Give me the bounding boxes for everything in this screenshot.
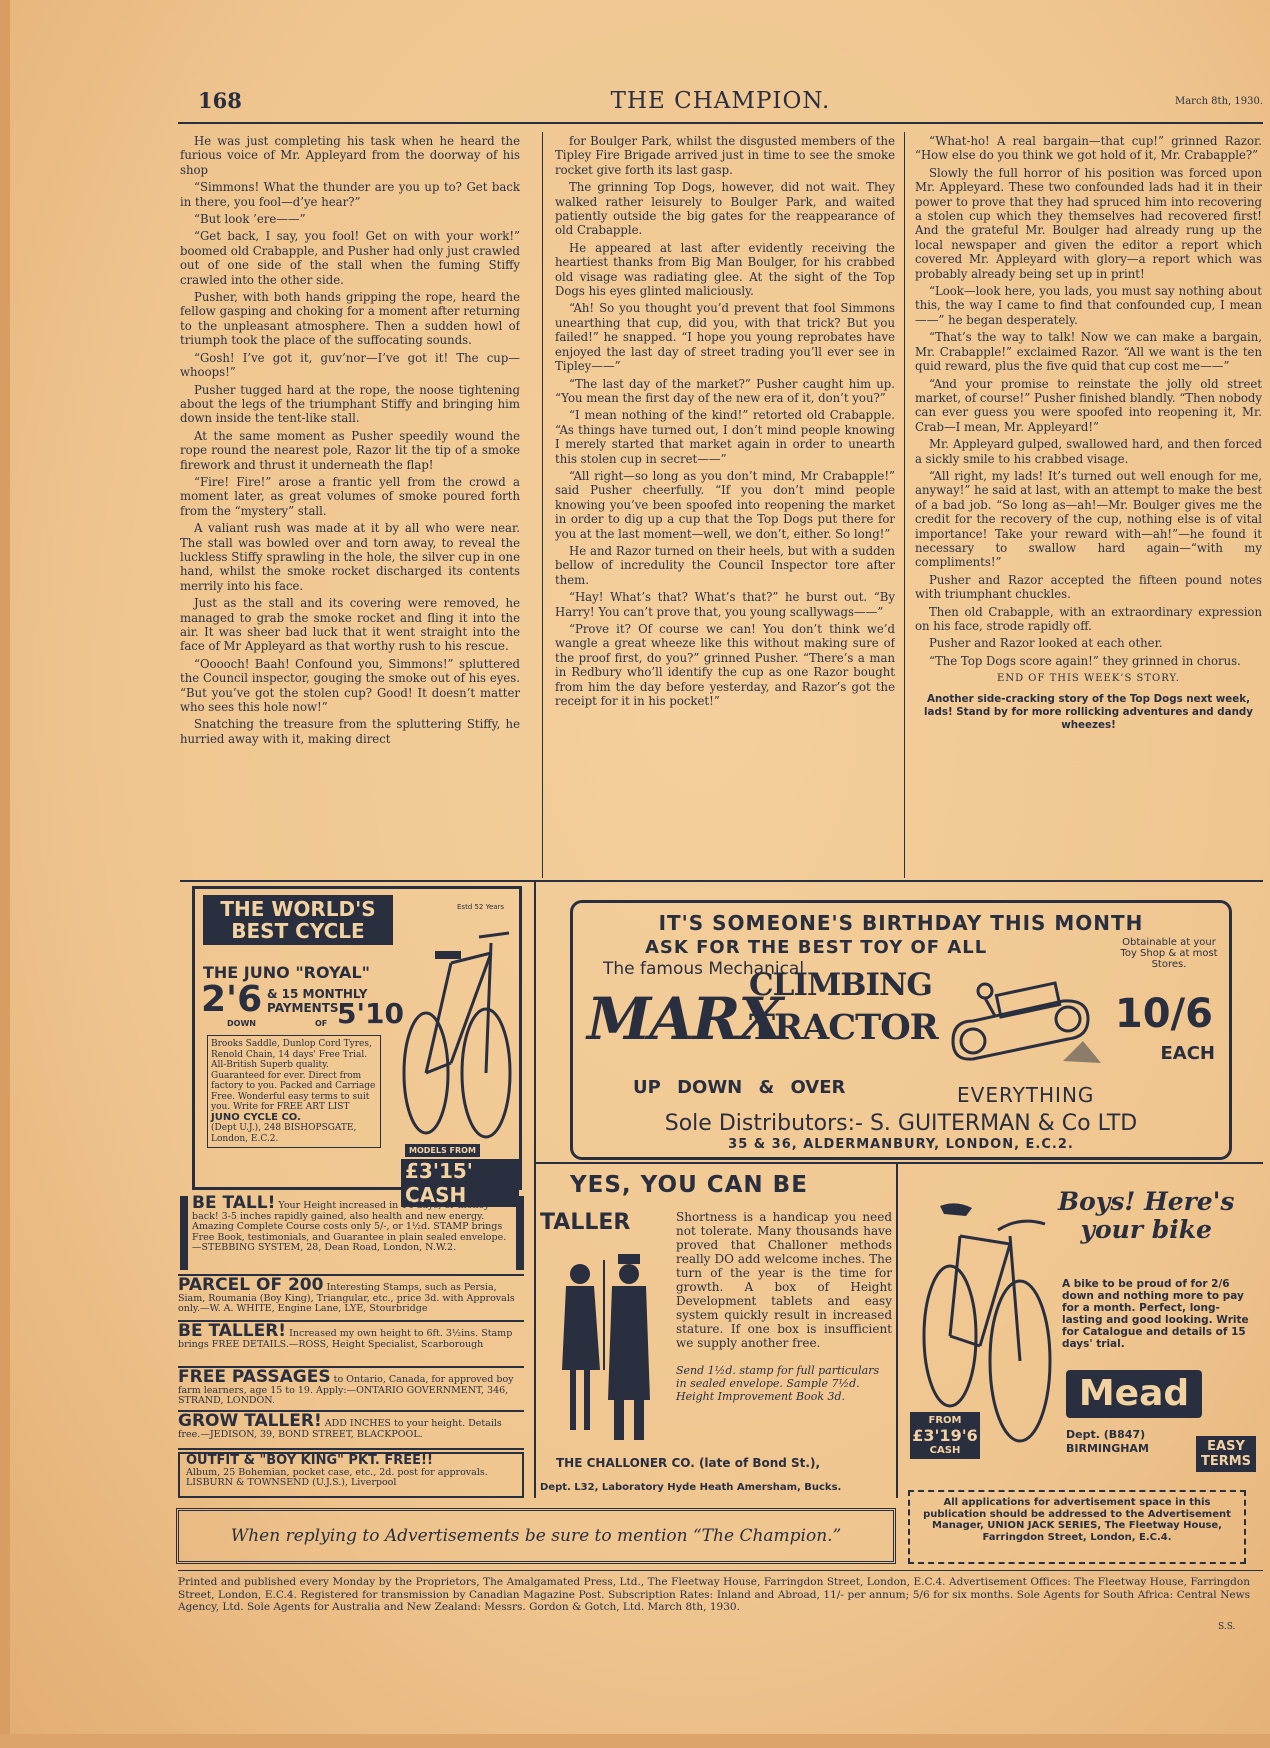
outfit-text: Album, 25 Bohemian, pocket case, etc., 2d. post for approvals. LISBURN & TOWNSEND (U.J.S.), Liverpool [186,1466,488,1488]
cycle-description-text: Brooks Saddle, Dunlop Cord Tyres, Renold Chain, 14 days' Free Trial. All-British Superb quality. Guaranteed for ever. Direct from factory to you. Packed and Carriage Free. Wonderful easy terms to suit you. Write for FREE ART LIST [211,1039,376,1112]
taller-word: TALLER [540,1210,631,1235]
mead-cash: CASH [929,1445,961,1456]
cycle-monthly-line-1: & 15 MONTHLY [267,987,368,1001]
mead-logo: Mead [1066,1370,1202,1418]
footer-rule [178,1570,1263,1571]
ads-row-divider [536,1162,1263,1164]
cycle-headline-line-2: BEST CYCLE [231,919,365,943]
paper-edge-left [0,0,10,1748]
advertisement-notice: All applications for advertisement space in this publication should be addressed to the Advertisement Manager, UNION JACK SERIES, The Fleetway House, Farringdon Street, London, E.C.4. [908,1490,1246,1564]
col1-paragraph: He was just completing his task when he heard the furious voice of Mr. Appleyard from the doorway of his shop [180,134,520,177]
be-tall-title: BE TALL! [192,1193,276,1213]
mead-bicycle-illustration [910,1196,1060,1456]
col1-paragraph: Snatching the treasure from the spluttering Stiffy, he hurried away with it, making direct [180,717,520,746]
marx-line-1: IT'S SOMEONE'S BIRTHDAY THIS MONTH [658,911,1144,935]
story-column-3 [915,134,1262,874]
page-title: THE CHAMPION. [610,88,831,114]
cycle-model: THE JUNO "ROYAL" [203,963,370,982]
marx-climbing: CLIMBING [749,967,932,1003]
marx-availability: Obtainable at your Toy Shop & at most Stores. [1120,937,1218,970]
footer-initials: S.S. [1218,1622,1236,1632]
parcel-title: PARCEL OF 200 [178,1275,324,1295]
col2-paragraph: “Ah! So you thought you’d prevent that fool Simmons unearthing that cup, did you, with that trick? But you failed!” he snapped. “I hope you young reprobates have enjoyed the last day of street trading you’ll ever see in Tipley——” [555,301,895,374]
small-ad-separator [178,1448,524,1450]
cycle-monthly-line-2: PAYMENTS [267,1001,339,1015]
be-taller-ad [178,1321,524,1350]
col3-paragraph: “That’s the way to talk! Now we can make a bargain, Mr. Crabapple!” exclaimed Razor. “All we want is the ten quid reward, plus the five quid that cup cost me——” [915,330,1262,374]
taller-company: THE CHALLONER CO. (late of Bond St.), [556,1456,821,1470]
replying-notice: When replying to Advertisements be sure to mention “The Champion.” [176,1508,896,1564]
mead-headline-line-1: Boys! Here's [1058,1187,1235,1216]
cycle-description [207,1035,381,1148]
mead-dept-line-2: BIRMINGHAM [1066,1442,1149,1455]
ads-divider [180,880,1263,882]
col2-paragraph: “All right—so long as you don’t mind, Mr Crabapple!” said Pusher cheerfully. “If you don’t mind people knowing you’ve been spoofed into reopening the market in order to dig up a cup that the Top Dogs put there for you at the last moment—well, we don’t, either. So long!” [555,468,895,541]
col3-paragraph: Mr. Appleyard gulped, swallowed hard, and then forced a sickly smile to his crabbed visage. [915,437,1262,466]
story-column-1 [180,134,520,874]
col3-paragraph: “All right, my lads! It’s turned out well enough for me, anyway!” he said at last, with an attempt to make the best of a bad job. “So long as—ah!—Mr. Boulger gives me the credit for the recovery of the cup, nothing else is of vital importance! Take your reward with—ah!”—he found it necessary to swallow hard again—“with my compliments!” [915,468,1262,570]
col2-paragraph: The grinning Top Dogs, however, did not wait. They walked rather leisurely to Boulger Park, and waited patiently outside the big gates for the reappearance of old Crabapple. [555,180,895,238]
mead-headline-line-2: your bike [1080,1215,1212,1244]
free-passages-title: FREE PASSAGES [178,1367,331,1387]
cycle-monthly-price: 5'10 [337,997,405,1030]
cycle-of-label: OF [315,1019,328,1028]
page-number: 168 [198,88,242,113]
col1-paragraph: “Gosh! I’ve got it, guv’nor—I’ve got it! The cup—whoops!” [180,350,520,380]
imprint-footer: Printed and published every Monday by the Proprietors, The Amalgamated Press, Ltd., The Fleetway House, Farringdon Street, London, E.C.4. Advertisement Offices: The Fleetway House, Farringdon Street, London, E.C.4. Registered for transmission by Canadian Magazine Post. Subscription Rates: Inland and Abroad, 11/- per annum; 5/6 for six months. Sole Agents for South Africa: Central News Agency, Ltd. Sole Agents for Australia and New Zealand: Messrs. Gordon & Gotch, Ltd. March 8th, 1930. [178,1576,1250,1613]
col1-paragraph: “Simmons! What the thunder are you up to? Get back in there, you fool—d’ye hear?” [180,180,520,209]
marx-distributor: Sole Distributors:- S. GUITERMAN & Co LTD [664,1111,1138,1136]
ads-column-rule [534,882,536,1498]
col1-paragraph: “Fire! Fire!” arose a frantic yell from the crowd a moment later, as great volumes of smoke poured forth from the “mystery” stall. [180,474,520,518]
col1-paragraph: Pusher, with both hands gripping the rope, heard the fellow gasping and choking for a moment after returning to the unpleasant atmosphere. Then a sudden howl of triumph took the place of the suffocating sounds. [180,290,520,348]
marx-price: 10/6 [1114,991,1213,1037]
cycle-models-label: MODELS FROM [405,1144,480,1157]
marx-line-2: ASK FOR THE BEST TOY OF ALL [645,937,988,958]
col3-paragraph: “And your promise to reinstate the jolly old street market, of course!” Pusher finished blandly. “Then nobody can ever guess you were spoofed into reopening it, Mr. Crab—I mean, Mr. Appleyard!” [915,376,1262,434]
col3-paragraph: “What-ho! A real bargain—that cup!” grinned Razor. “How else do you think we got hold of it, Mr. Crabapple?” [915,134,1262,163]
be-tall-text: Your Height increased in 14 days, or money back! 3-5 inches rapidly gained, also health and new energy. Amazing Complete Course costs only 5/-, or 1½d. STAMP brings Free Book, testimonials, and Guarantee in plain sealed envelope.—STEBBING SYSTEM, 28, Dean Road, London, N.W.2. [192,1200,507,1253]
col3-paragraph: “The Top Dogs score again!” they grinned in chorus. [929,653,1241,668]
marx-everything: EVERYTHING [957,1083,1095,1107]
col1-paragraph: At the same moment as Pusher speedily wound the rope round the nearest pole, Razor lit the tip of a smoke firework and thrust it underneath the flap! [180,428,520,472]
ads-column-rule-2 [896,1164,898,1498]
col2-paragraph: “I mean nothing of the kind!” retorted old Crabapple. “As things have turned out, I don’t mind people knowing I merely started that market again in order to unearth this stolen cup in secret——” [555,408,895,466]
column-rule-2 [904,132,905,878]
mead-from-price: £3'19'6 [912,1426,978,1445]
cycle-down-label: DOWN [227,1019,256,1028]
col3-paragraph: Pusher and Razor looked at each other. [929,636,1163,651]
mead-from-label: FROM [928,1415,962,1426]
next-week-teaser: Another side-cracking story of the Top Dogs next week, lads! Stand by for more rollicking adventures and dandy wheezes! [923,692,1253,731]
col3-paragraph: Slowly the full horror of his position was forced upon Mr. Appleyard. These two confounded lads had it in their power to prove that they had spruced him into recovering a stolen cup which they themselves had recovered first! And the grateful Mr. Boulger had already rung up the local newspaper and given the editor a report which covered Mr. Appleyard with glory—a report which was probably already being set up in print! [915,165,1262,281]
col1-paragraph: A valiant rush was made at it by all who were near. The stall was bowled over and torn away, to reveal the luckless Stiffy sprawling in the hole, the silver cup in one hand, whilst the smoke rocket discharged its contents merrily into his face. [180,521,520,593]
mead-dept [1066,1428,1149,1456]
col2-paragraph: He and Razor turned on their heels, but with a sudden bellow of incredulity the Council Inspector tore after them. [555,543,895,587]
marx-famous: The famous Mechanical [603,959,805,979]
col2-paragraph: “Hay! What’s that? What’s that?” he burst out. “By Harry! You can’t prove that, you young scallywags——” [555,590,895,619]
mead-headline [1058,1188,1234,1244]
outfit-ad [178,1452,524,1498]
tractor-illustration [943,971,1103,1071]
mead-easy: EASY [1207,1439,1245,1454]
story-column-2 [555,134,895,874]
col2-paragraph: for Boulger Park, whilst the disgusted members of the Tipley Fire Brigade arrived just in time to see the smoke rocket give forth its last gasp. [555,134,895,177]
marx-brand: MARX [587,985,782,1053]
paper-edge-bottom [0,1734,1270,1748]
page-header [178,88,1263,124]
col1-paragraph: Just as the stall and its covering were removed, he managed to grab the smoke rocket and fling it into the air. It was sheer bad luck that it went straight into the face of Mr Appleyard as that worthy rush to his rescue. [180,596,520,654]
col2-paragraph: “Prove it? Of course we can! You don’t think we’d wangle a great wheeze like this without making sure of the proof first, do you?” grinned Pusher. “There’s a man in Redbury who’ll identify the cup as one Razor bought from him the day before yesterday, and Razor’s got the receipt for it in his pocket!” [555,622,895,709]
free-passages-text: to Ontario, Canada, for approved boy farm learners, age 15 to 19. Apply:—ONTARIO GOVERNMENT, 346, STRAND, LONDON. [178,1374,514,1406]
col1-paragraph: “Get back, I say, you fool! Get on with your work!” boomed old Crabapple, and Pusher had only just crawled out of one side of the stall when the fuming Stiffy crawled into the other side. [180,229,520,287]
marx-up-down-over: UP DOWN & OVER [633,1077,846,1098]
parcel-ad [178,1275,524,1315]
mead-dept-line-1: Dept. (B847) [1066,1428,1146,1441]
marx-address: 35 & 36, ALDERMANBURY, LONDON, E.C.2. [728,1137,1074,1152]
taller-send: Send 1½d. stamp for full particulars in sealed envelope. Sample 7½d. Height Improvement Book 3d. [676,1364,880,1403]
mead-description: A bike to be proud of for 2/6 down and nothing more to pay for a month. Perfect, long-lasting and good looking. Write for Catalogue and details of 15 days' trial. [1062,1278,1249,1350]
bicycle-illustration [391,923,519,1143]
taller-body: Shortness is a handicap you need not tolerate. Many thousands have proved that Challoner methods really DO add welcome inches. The turn of the year is the time for growth. A box of Height Development tablets and easy system quickly result in increased stature. If one box is insufficient we supply another free. [676,1210,892,1350]
marx-each: EACH [1160,1043,1215,1064]
parcel-text: Interesting Stamps, such as Persia, Siam, Roumania (Boy King), Triangular, etc., price 3d. with Approvals only.—W. A. WHITE, Engine Lane, LYE, Stourbridge [178,1282,515,1314]
grow-taller-text: ADD INCHES to your height. Details free.—JEDISON, 39, BOND STREET, BLACKPOOL. [178,1418,502,1440]
be-tall-bar-right [516,1196,524,1270]
col1-paragraph: “But look ’ere——” [194,212,306,227]
mead-easy-terms [1196,1436,1256,1472]
col3-paragraph: Then old Crabapple, with an extraordinary expression on his face, strode rapidly off. [915,604,1262,633]
be-tall-ad [178,1193,510,1254]
grow-taller-ad [178,1411,524,1440]
col2-paragraph: He appeared at last after evidently receiving the heartiest thanks from Big Man Boulger, for his crabbed old visage was radiating glee. At the sight of the Top Dogs his eyes glinted maliciously. [555,240,895,299]
cycle-headline-line-1: THE WORLD'S [220,897,376,921]
free-passages-ad [178,1367,524,1407]
be-taller-title: BE TALLER! [178,1321,287,1341]
taller-headline: YES, YOU CAN BE [570,1172,808,1198]
grow-taller-title: GROW TALLER! [178,1411,322,1431]
col1-paragraph: “Ooooch! Baah! Confound you, Simmons!” spluttered the Council inspector, gouging the smoke out of his eyes. “But you’ve got the stolen cup? Good! It doesn’t matter who sees this hole now!” [180,656,520,715]
story-column-3-paragraphs [915,134,1262,668]
cycle-down-price: 2'6 [201,979,263,1020]
mead-terms: TERMS [1200,1454,1252,1469]
issue-date: March 8th, 1930. [1174,96,1263,107]
cycle-company-address: (Dept U.J.), 248 BISHOPSGATE, London, E.C.2. [211,1123,357,1144]
end-of-story-note: END OF THIS WEEK’S STORY. [997,673,1180,685]
taller-dept: Dept. L32, Laboratory Hyde Heath Amersham, Bucks. [540,1482,842,1493]
col1-paragraph: Pusher tugged hard at the rope, the noose tightening about the legs of the triumphant Stiffy and bringing him down inside the tent-like stall. [180,382,520,426]
cycle-models-price: £3'15' CASH [401,1159,519,1207]
couple-illustration [548,1250,668,1446]
col2-paragraph: “The last day of the market?” Pusher caught him up. “You mean the first day of the new era of it, don’t you?” [555,376,895,405]
outfit-title: OUTFIT & "BOY KING" PKT. FREE!! [186,1453,433,1468]
marx-tractor: TRACTOR [749,1007,938,1048]
be-taller-text: Increased my own height to 6ft. 3½ins. Stamp brings FREE DETAILS.—ROSS, Height Specialist, Scarborough [178,1328,513,1350]
be-tall-bar-left [180,1196,188,1270]
col3-paragraph: Pusher and Razor accepted the fifteen pound notes with triumphant chuckles. [915,572,1262,602]
cycle-ad-headline [203,895,393,945]
cycle-estd: Estd 52 Years [457,903,505,911]
marx-tractor-ad [570,900,1232,1160]
column-rule-1 [542,132,543,878]
cycle-company: JUNO CYCLE CO. [211,1111,301,1123]
col3-paragraph: “Look—look here, you lads, you must say nothing about this, the way I came to find that confounded cup, I mean——” he began desperately. [915,284,1262,327]
